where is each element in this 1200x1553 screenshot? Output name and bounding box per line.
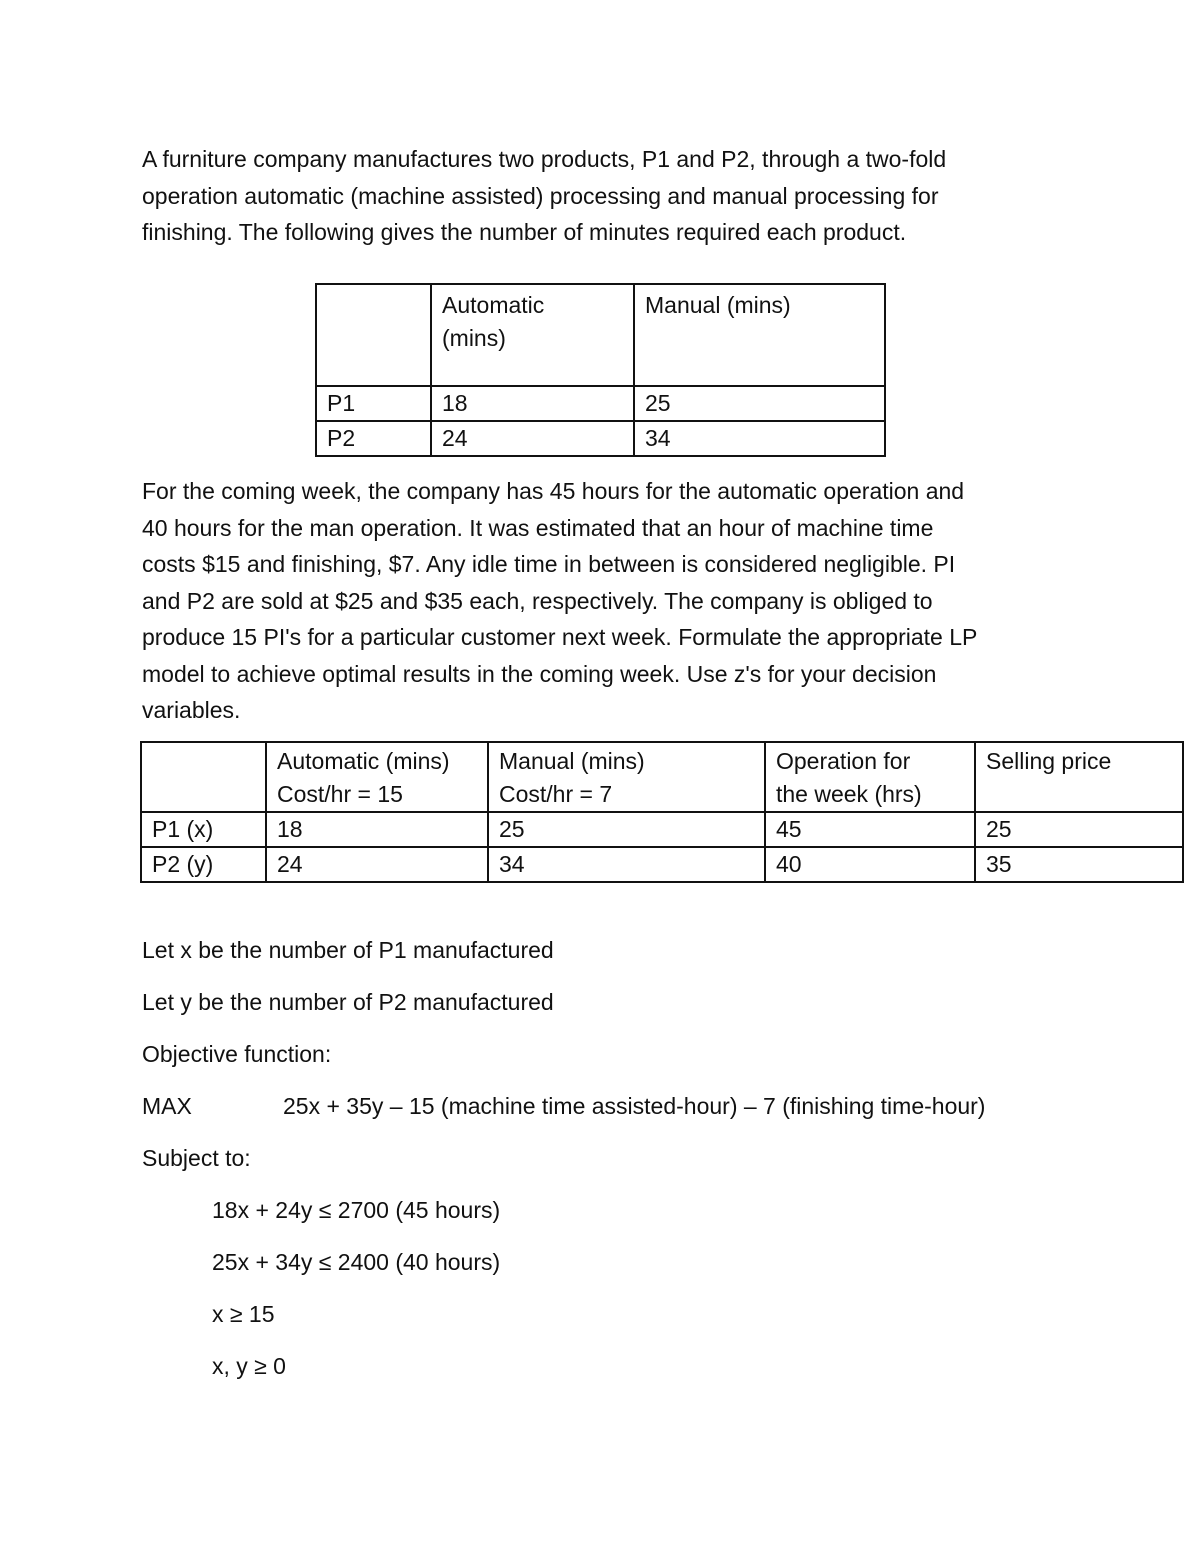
table-cell: 25 (634, 386, 885, 421)
table-header-row (141, 742, 1183, 812)
table-row (141, 847, 1183, 882)
let-y-statement: Let y be the number of P2 manufactured (142, 989, 554, 1015)
table-cell: 24 (431, 421, 634, 456)
table-header-row (316, 284, 885, 386)
table-cell: P1 (316, 386, 431, 421)
table-header-cell: Manual (mins) (634, 284, 885, 386)
problem-line: variables. (142, 697, 241, 723)
intro-line: operation automatic (machine assisted) processing and manual processing for (142, 182, 939, 209)
table-cell: 25 (488, 812, 765, 847)
table-cell: P2 (y) (141, 847, 266, 882)
table-header-cell (488, 742, 765, 812)
header-mins: (mins) (442, 325, 506, 351)
constraint: x, y ≥ 0 (212, 1353, 286, 1379)
header-automatic: Automatic (442, 292, 545, 318)
header-line: Operation for (776, 748, 911, 774)
header-line: Automatic (mins) (277, 748, 450, 774)
table-row (141, 812, 1183, 847)
table-cell: 18 (266, 812, 488, 847)
header-line: the week (hrs) (776, 781, 922, 807)
objective-label: Objective function: (142, 1041, 332, 1067)
constraint: 25x + 34y ≤ 2400 (40 hours) (212, 1249, 501, 1275)
table-cell: 25 (975, 812, 1183, 847)
subject-to-label: Subject to: (142, 1145, 251, 1171)
table-cell: 34 (488, 847, 765, 882)
header-line: Cost/hr = 15 (277, 781, 403, 807)
let-x-statement: Let x be the number of P1 manufactured (142, 937, 554, 963)
problem-line: and P2 are sold at $25 and $35 each, respectively. The company is obliged to (142, 587, 933, 614)
problem-paragraph (142, 473, 1082, 729)
table-cell: P2 (316, 421, 431, 456)
table-cell: 35 (975, 847, 1183, 882)
header-line: Cost/hr = 7 (499, 781, 613, 807)
header-line: Manual (mins) (499, 748, 645, 774)
max-label: MAX (142, 1093, 192, 1119)
problem-line: costs $15 and finishing, $7. Any idle time in between is considered negligible. PI (142, 551, 956, 577)
intro-line: finishing. The following gives the number of minutes required each product. (142, 219, 907, 245)
table-header-cell (431, 284, 634, 386)
table-header-cell (266, 742, 488, 812)
constraint: x ≥ 15 (212, 1301, 275, 1327)
table-header-cell (316, 284, 431, 386)
intro-line: A furniture company manufactures two products, P1 and P2, through a two-fold (142, 146, 947, 172)
minutes-table (315, 283, 886, 457)
table-cell: P1 (x) (141, 812, 266, 847)
header-line: Selling price (986, 748, 1112, 774)
table-cell: 24 (266, 847, 488, 882)
objective-expression: 25x + 35y – 15 (machine time assisted-hour) – 7 (finishing time-hour) (283, 1093, 986, 1119)
intro-paragraph (142, 141, 1082, 251)
problem-line: For the coming week, the company has 45 hours for the automatic operation and (142, 478, 965, 504)
table-cell: 40 (765, 847, 975, 882)
table-cell: 34 (634, 421, 885, 456)
table-header-cell (141, 742, 266, 812)
table-row (316, 421, 885, 456)
problem-line: model to achieve optimal results in the coming week. Use z's for your decision (142, 660, 937, 687)
problem-line: produce 15 PI's for a particular customer next week. Formulate the appropriate LP (142, 624, 978, 650)
problem-line: 40 hours for the man operation. It was estimated that an hour of machine time (142, 514, 934, 541)
table-row (316, 386, 885, 421)
table-header-cell (765, 742, 975, 812)
constraint: 18x + 24y ≤ 2700 (45 hours) (212, 1197, 501, 1223)
table-cell: 45 (765, 812, 975, 847)
operations-table (140, 741, 1184, 883)
table-header-cell (975, 742, 1183, 812)
table-cell: 18 (431, 386, 634, 421)
